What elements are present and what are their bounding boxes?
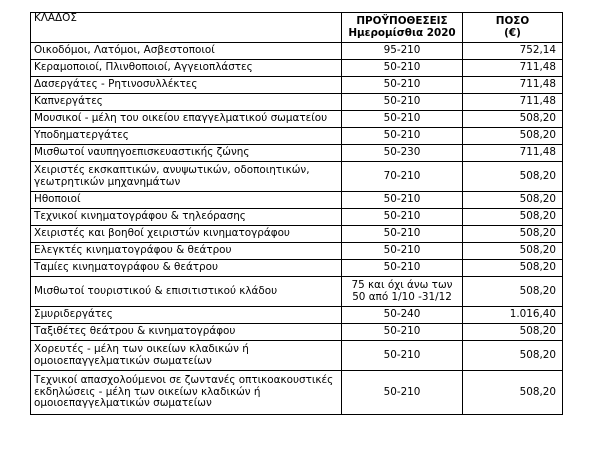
table-row	[31, 341, 563, 371]
row-conditions: 50-210	[342, 111, 463, 128]
row-category: Υποδηματεργάτες	[31, 128, 342, 145]
row-conditions: 50-210	[342, 192, 463, 209]
table-row	[31, 307, 563, 324]
table-row	[31, 145, 563, 162]
header-amount-line2: (€)	[504, 26, 521, 39]
table-row	[31, 243, 563, 260]
header-conditions-line1: ΠΡΟΫΠΟΘΕΣΕΙΣ	[356, 14, 448, 27]
table-row	[31, 60, 563, 77]
table-row	[31, 371, 563, 415]
table-row	[31, 111, 563, 128]
row-category: Ταξιθέτες θεάτρου & κινηματογράφου	[31, 324, 342, 341]
row-category: Κεραμοποιοί, Πλινθοποιοί, Αγγειοπλάστες	[31, 60, 342, 77]
table-row	[31, 192, 563, 209]
row-amount: 508,20	[463, 226, 563, 243]
row-category: Χορευτές - μέλη των οικείων κλαδικών ή ομοιοεπαγγελματικών σωματείων	[31, 341, 342, 371]
row-conditions: 50-230	[342, 145, 463, 162]
table-row	[31, 324, 563, 341]
row-category: Οικοδόμοι, Λατόμοι, Ασβεστοποιοί	[31, 43, 342, 60]
row-amount: 711,48	[463, 145, 563, 162]
row-conditions: 50-240	[342, 307, 463, 324]
row-conditions: 50-210	[342, 371, 463, 415]
row-amount: 508,20	[463, 111, 563, 128]
row-category: Μουσικοί - μέλη του οικείου επαγγελματικού σωματείου	[31, 111, 342, 128]
row-category: Μισθωτοί ναυπηγοεπισκευαστικής ζώνης	[31, 145, 342, 162]
header-amount	[463, 13, 563, 43]
table-row	[31, 260, 563, 277]
row-category: Τεχνικοί κινηματογράφου & τηλεόρασης	[31, 209, 342, 226]
table-row	[31, 226, 563, 243]
row-conditions: 50-210	[342, 324, 463, 341]
row-conditions: 50-210	[342, 77, 463, 94]
header-conditions	[342, 13, 463, 43]
row-amount: 508,20	[463, 162, 563, 192]
row-conditions: 95-210	[342, 43, 463, 60]
row-category: Καπνεργάτες	[31, 94, 342, 111]
table-row	[31, 162, 563, 192]
allowance-table-container	[30, 12, 562, 415]
row-category: Μισθωτοί τουριστικού & επισιτιστικού κλάδου	[31, 277, 342, 307]
row-amount: 508,20	[463, 341, 563, 371]
table-row	[31, 94, 563, 111]
header-conditions-line2: Ημερομίσθια 2020	[348, 26, 456, 39]
table-row	[31, 128, 563, 145]
row-conditions: 50-210	[342, 209, 463, 226]
row-conditions: 50-210	[342, 243, 463, 260]
table-row	[31, 43, 563, 60]
row-amount: 508,20	[463, 260, 563, 277]
row-category: Ελεγκτές κινηματογράφου & θεάτρου	[31, 243, 342, 260]
row-amount: 711,48	[463, 60, 563, 77]
row-amount: 508,20	[463, 277, 563, 307]
row-category: Χειριστές και βοηθοί χειριστών κινηματογράφου	[31, 226, 342, 243]
row-conditions: 50-210	[342, 60, 463, 77]
row-conditions: 50-210	[342, 94, 463, 111]
row-amount: 508,20	[463, 371, 563, 415]
row-category: Τεχνικοί απασχολούμενοι σε ζωντανές οπτικοακουστικές εκδηλώσεις - μέλη των οικείων κλαδικών ή ομοιοεπαγγελματικών σωματείων	[31, 371, 342, 415]
row-amount: 508,20	[463, 128, 563, 145]
row-category: Ταμίες κινηματογράφου & θεάτρου	[31, 260, 342, 277]
row-category: Χειριστές εκσκαπτικών, ανυψωτικών, οδοποιητικών, γεωτρητικών μηχανημάτων	[31, 162, 342, 192]
row-amount: 508,20	[463, 243, 563, 260]
row-amount: 752,14	[463, 43, 563, 60]
row-amount: 508,20	[463, 192, 563, 209]
row-amount: 508,20	[463, 209, 563, 226]
row-conditions: 70-210	[342, 162, 463, 192]
table-row	[31, 277, 563, 307]
row-amount: 1.016,40	[463, 307, 563, 324]
header-amount-line1: ΠΟΣΟ	[495, 14, 530, 27]
row-conditions: 50-210	[342, 260, 463, 277]
row-category: Δασεργάτες - Ρητινοσυλλέκτες	[31, 77, 342, 94]
row-category: Ηθοποιοί	[31, 192, 342, 209]
table-row	[31, 209, 563, 226]
row-amount: 711,48	[463, 94, 563, 111]
row-amount: 711,48	[463, 77, 563, 94]
header-category: ΚΛΑΔΟΣ	[31, 13, 342, 43]
table-header-row	[31, 13, 563, 43]
row-conditions: 50-210	[342, 226, 463, 243]
row-conditions: 50-210	[342, 341, 463, 371]
row-conditions: 50-210	[342, 128, 463, 145]
row-conditions: 75 και όχι άνω των 50 από 1/10 -31/12	[342, 277, 463, 307]
row-amount: 508,20	[463, 324, 563, 341]
allowance-table	[30, 12, 563, 415]
table-row	[31, 77, 563, 94]
row-category: Σμυριδεργάτες	[31, 307, 342, 324]
